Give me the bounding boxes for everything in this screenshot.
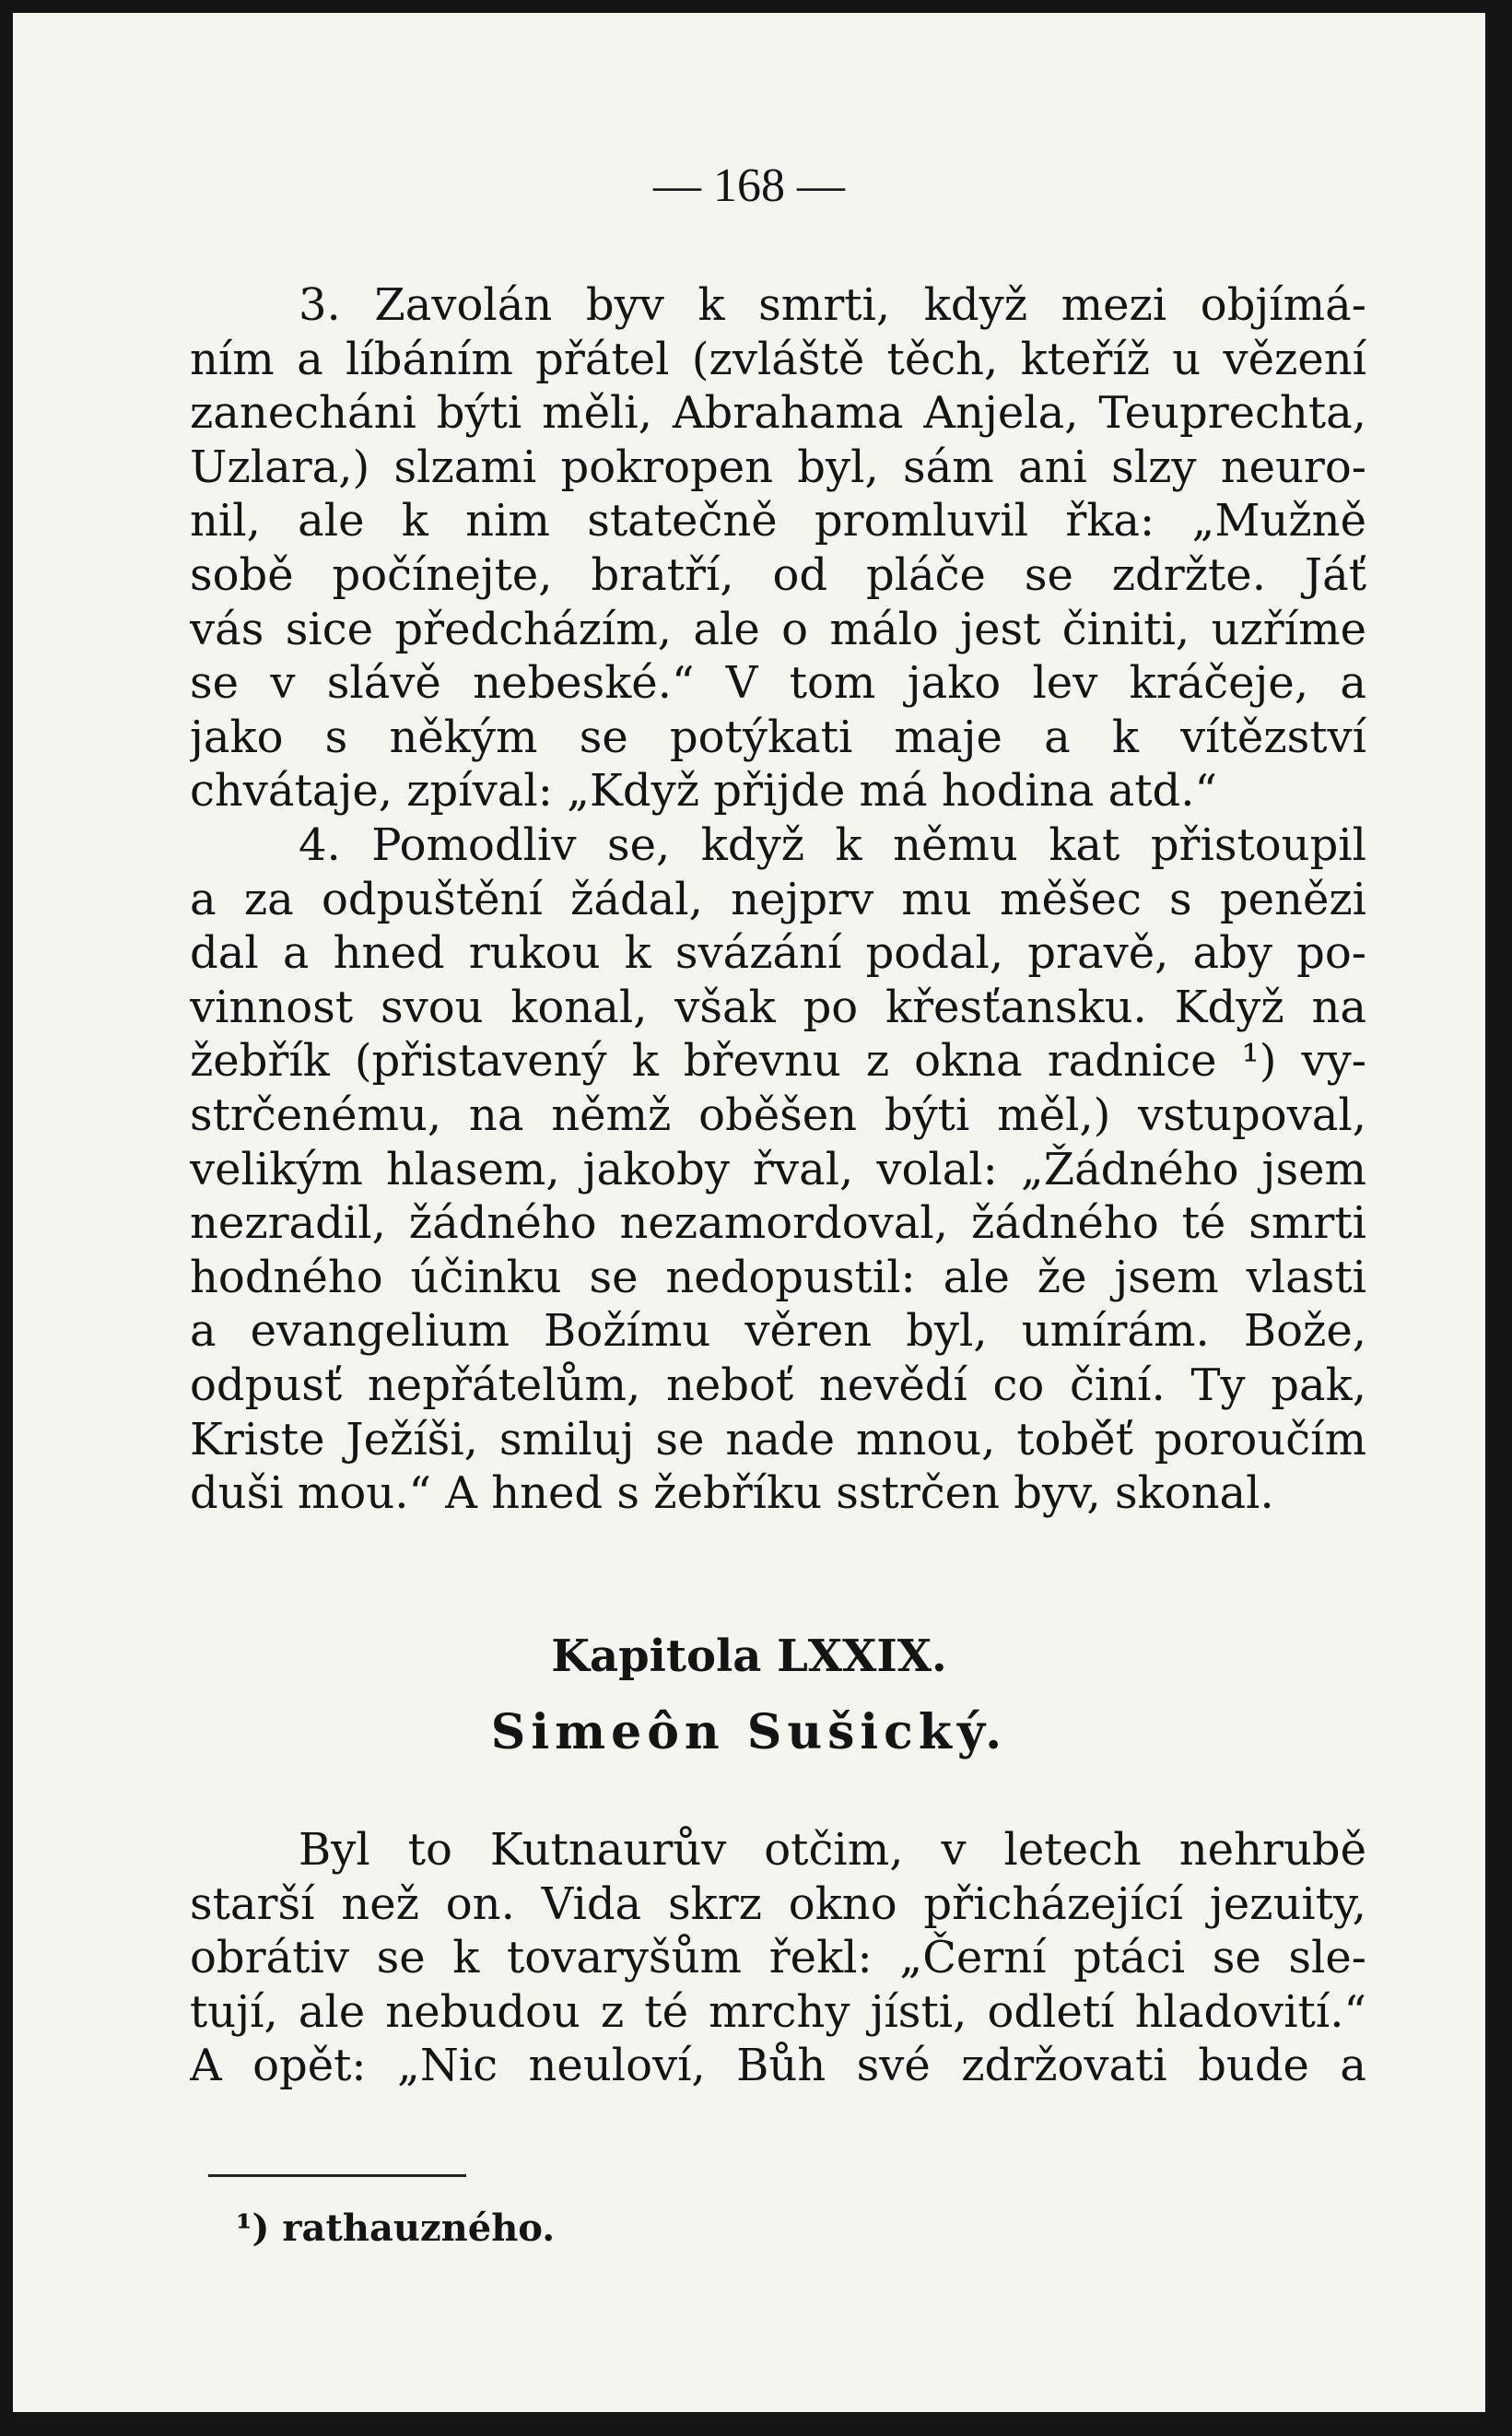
text-line: duši mou.“ A hned s žebříku sstrčen byv, skonal. [190, 1467, 1274, 1520]
text-line: 4. Pomodliv se, když k němu kat přistoupil [299, 819, 1366, 871]
text-line: zanecháni býti měli, Abrahama Anjela, Teuprechta, [190, 387, 1366, 440]
text-line: tují, ale nebudou z té mrchy jísti, odletí hladovití.“ [190, 1985, 1366, 2038]
text-line: 3. Zavolán byv k smrti, když mezi objímá- [299, 279, 1366, 331]
chapter-paragraph [190, 1823, 1366, 2093]
text-line: ním a líbáním přátel (zvláště těch, kteříž u vězení [190, 333, 1366, 385]
footnote-text: rathauzného. [282, 2207, 556, 2250]
text-line: žebřík (přistavený k břevnu z okna radnice ¹) vy- [190, 1035, 1366, 1088]
paragraph-4 [190, 818, 1366, 1521]
text-line: sobě počínejte, bratří, od pláče se zdržte. Jáť [190, 548, 1366, 601]
book-page [13, 13, 1485, 2412]
text-line: odpusť nepřátelům, neboť nevědí co činí. Ty pak, [190, 1359, 1366, 1411]
text-line: jako s někým se potýkati maje a k vítězství [190, 711, 1366, 763]
text-line: vás sice předcházím, ale o málo jest činiti, uzříme [190, 603, 1366, 655]
text-line: chvátaje, zpíval: „Když přijde má hodina atd.“ [190, 765, 1218, 818]
text-line: Byl to Kutnaurův otčim, v letech nehrubě [299, 1824, 1366, 1876]
page-number: — 168 — [653, 159, 845, 212]
text-line: nil, ale k nim statečně promluvil řka: „Mužně [190, 495, 1366, 547]
footnote [236, 2207, 555, 2250]
text-line: se v slávě nebeské.“ V tom jako lev kráčeje, a [190, 657, 1366, 710]
paragraph-3 [190, 278, 1366, 818]
footnote-divider [208, 2174, 466, 2177]
text-line: A opět: „Nic neuloví, Bůh své zdržovati bude a [190, 2040, 1366, 2092]
text-line: obrátiv se k tovaryšům řekl: „Černí ptáci se sle- [190, 1932, 1366, 1984]
chapter-title: Kapitola LXXIX. [551, 1630, 947, 1682]
text-line: Uzlara,) slzami pokropen byl, sám ani slzy neuro- [190, 441, 1366, 493]
text-line: Kriste Ježíši, smiluj se nade mnou, tobě́ť poroučím [190, 1413, 1366, 1465]
text-line: a za odpuštění žádal, nejprv mu měšec s penězi [190, 873, 1366, 925]
text-line: dal a hned rukou k svázání podal, pravě, aby po- [190, 927, 1366, 980]
text-line: strčenému, na němž oběšen býti měl,) vstupoval, [190, 1089, 1366, 1141]
text-line: a evangelium Božímu věren byl, umírám. Bože, [190, 1305, 1366, 1358]
footnote-marker: ¹) [236, 2207, 270, 2250]
chapter-name: Simeôn Sušický. [490, 1704, 1008, 1760]
text-line: starší než on. Vida skrz okno přicházející jezuity, [190, 1877, 1366, 1930]
text-line: nezradil, žádného nezamordoval, žádného té smrti [190, 1197, 1366, 1250]
text-line: hodného účinku se nedopustil: ale že jsem vlasti [190, 1251, 1366, 1303]
text-line: velikým hlasem, jakoby řval, volal: „Žádného jsem [190, 1143, 1366, 1195]
text-line: vinnost svou konal, však po křesťansku. Když na [190, 981, 1366, 1033]
